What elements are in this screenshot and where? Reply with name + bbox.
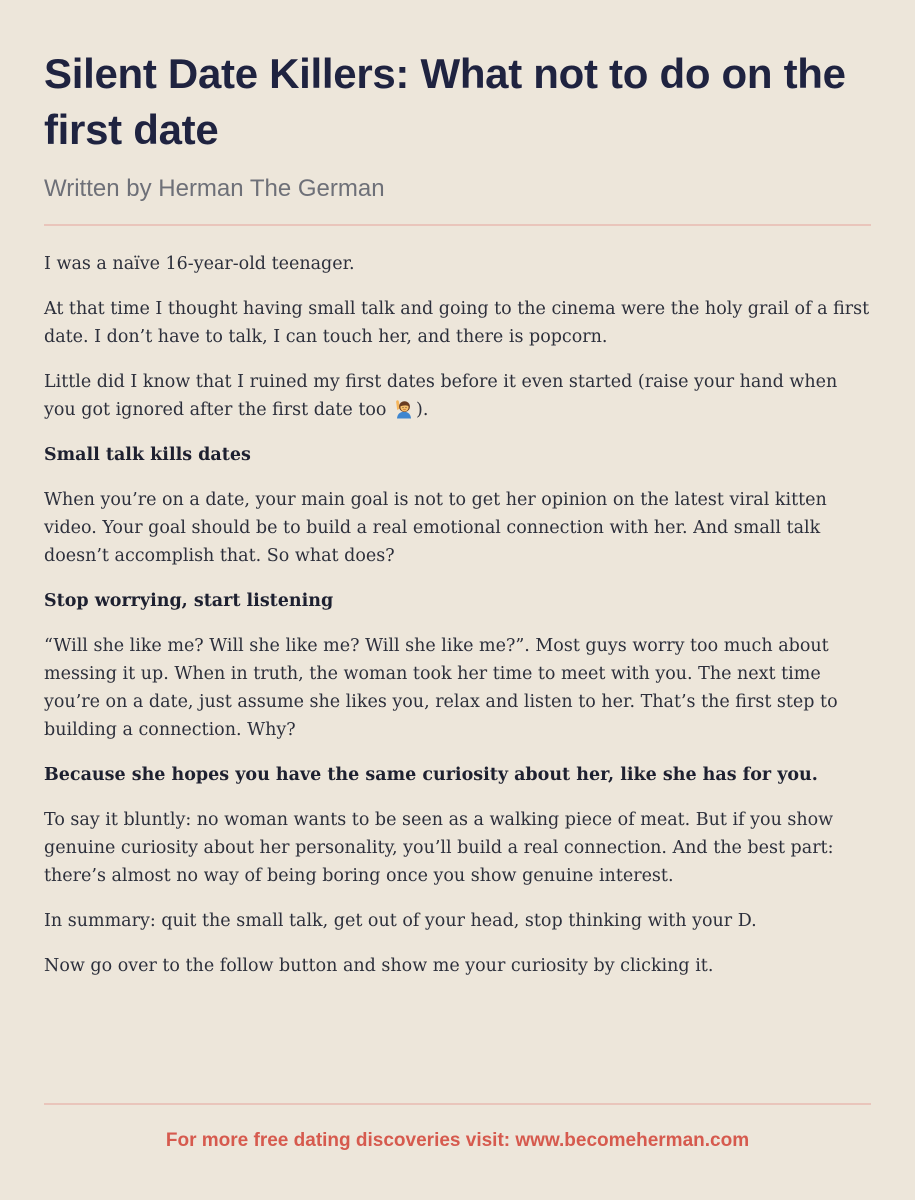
heading-small-talk: Small talk kills dates: [44, 445, 251, 465]
person-raising-hand-icon: [393, 397, 415, 419]
paragraph-ruined-dates-text: Little did I know that I ruined my first dates before it even started (raise your hand when you got ignored after the first date too: [44, 372, 838, 420]
paragraph-bluntly: To say it bluntly: no woman wants to be seen as a walking piece of meat. But if you show genuine curiosity about her personality, you’ll build a real connection. And the best part: there’s almost no way of being boring once you show genuine interest.: [44, 810, 834, 886]
paragraph-ruined-dates: [44, 368, 871, 424]
top-divider: [44, 224, 871, 226]
paragraph-cinema: At that time I thought having small talk and going to the cinema were the holy grail of a first date. I don’t have to talk, I can touch her, and there is popcorn.: [44, 299, 870, 347]
heading-curiosity: Because she hopes you have the same curiosity about her, like she has for you.: [44, 765, 818, 785]
article-body: [44, 250, 871, 997]
article-byline: Written by Herman The German: [44, 175, 385, 202]
paragraph-will-she-like-me: “Will she like me? Will she like me? Will she like me?”. Most guys worry too much about messing it up. When in truth, the woman took her time to meet with you. The next time you’re on a date, just assume she likes you, relax and listen to her. That’s the first step to building a connection. Why?: [44, 636, 838, 740]
bottom-divider: [44, 1103, 871, 1105]
heading-stop-worrying: Stop worrying, start listening: [44, 591, 334, 611]
article-title: Silent Date Killers: What not to do on the first date: [44, 50, 846, 153]
paragraph-intro: I was a naïve 16-year-old teenager.: [44, 254, 355, 274]
footer-link-text: For more free dating discoveries visit: www.becomeherman.com: [165, 1130, 750, 1151]
paragraph-summary: In summary: quit the small talk, get out of your head, stop thinking with your D.: [44, 911, 757, 931]
article-page: [44, 0, 871, 1200]
paragraph-follow: Now go over to the follow button and show me your curiosity by clicking it.: [44, 956, 714, 976]
paragraph-main-goal: When you’re on a date, your main goal is not to get her opinion on the latest viral kitten video. Your goal should be to build a real emotional connection with her. And small talk doesn’t accomplish that. So what does?: [44, 490, 827, 566]
paragraph-ruined-dates-end: ).: [416, 400, 429, 420]
